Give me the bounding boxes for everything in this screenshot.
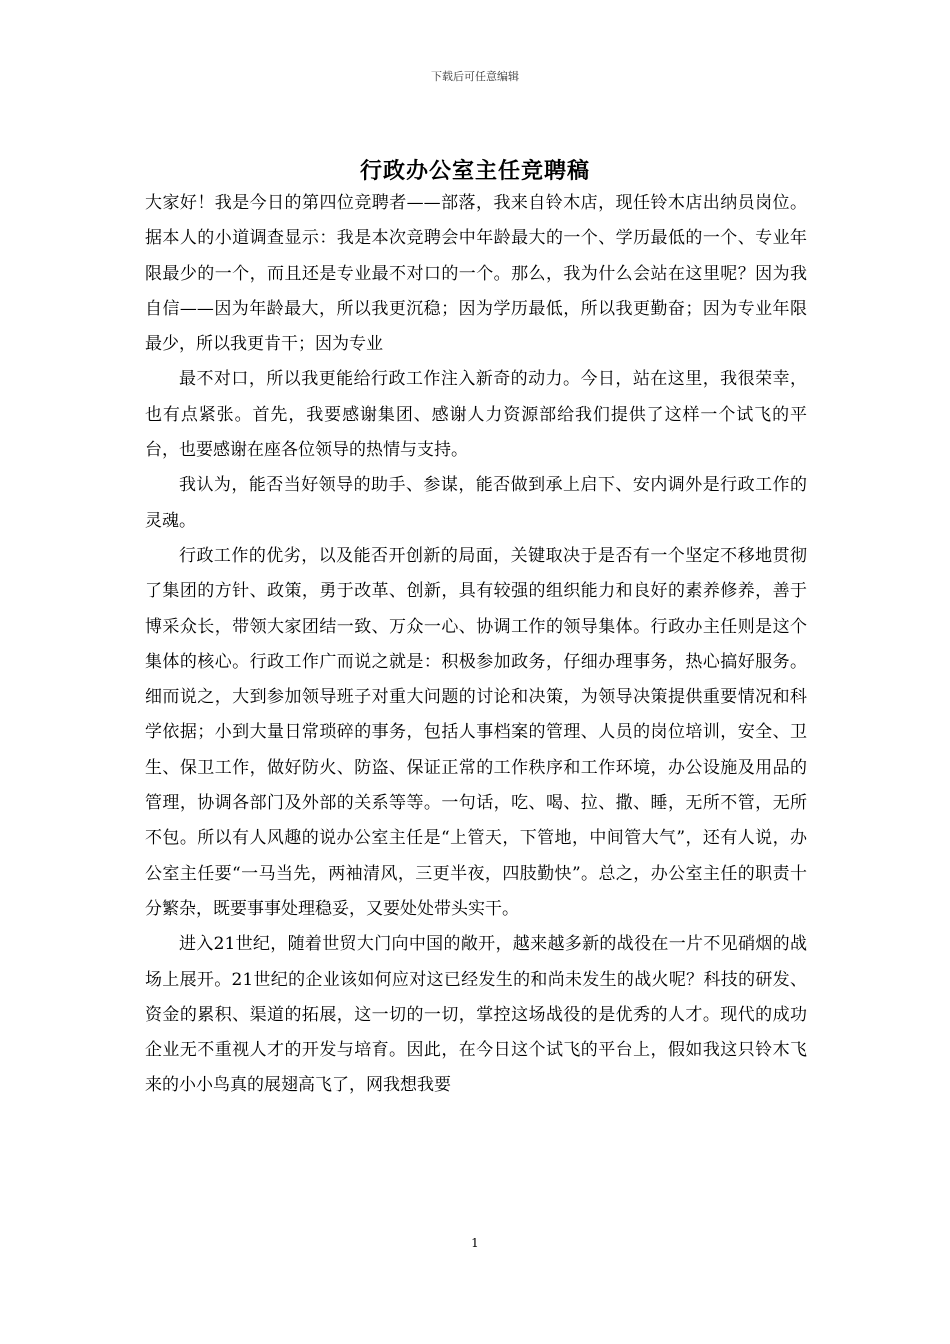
page-header: 下载后可任意编辑 [431,70,519,83]
paragraph: 我认为，能否当好领导的助手、参谋，能否做到承上启下、安内调外是行政工作的灵魂。 [145,475,807,531]
page-number: 1 [471,1236,479,1250]
document-body [145,186,807,1104]
paragraph: 进入21世纪，随着世贸大门向中国的敞开，越来越多新的战役在一片不见硝烟的战场上展开。21世纪的企业该如何应对这已经发生的和尚未发生的战火呢？科技的研发、资金的累积、渠道的拓展，这一切的一切，掌控这场战役的是优秀的人才。现代的成功企业无不重视人才的开发与培育。因此，在今日这个试飞的平台上，假如我这只铃木飞来的小小鸟真的展翅高飞了，网我想我要 [145,934,807,1096]
document-title: 行政办公室主任竞聘稿 [359,158,590,184]
paragraph: 行政工作的优劣，以及能否开创新的局面，关键取决于是否有一个坚定不移地贯彻了集团的方针、政策，勇于改革、创新，具有较强的组织能力和良好的素养修养，善于博采众长，带领大家团结一致、万众一心、协调工作的领导集体。行政办主任则是这个集体的核心。行政工作广而说之就是：积极参加政务，仔细办理事务，热心搞好服务。细而说之，大到参加领导班子对重大问题的讨论和决策，为领导决策提供重要情况和科学依据；小到大量日常琐碎的事务，包括人事档案的管理、人员的岗位培训，安全、卫生、保卫工作，做好防火、防盗、保证正常的工作秩序和工作环境，办公设施及用品的管理，协调各部门及外部的关系等等。一句话，吃、喝、拉、撒、睡，无所不管，无所不包。所以有人风趣的说办公室主任是“上管天，下管地，中间管大气”，还有人说，办公室主任要“一马当先，两袖清风，三更半夜，四肢勤快”。总之，办公室主任的职责十分繁杂，既要事事处理稳妥，又要处处带头实干。 [145,545,807,919]
paragraph: 大家好！我是今日的第四位竞聘者——部落，我来自铃木店，现任铃木店出纳员岗位。据本人的小道调查显示：我是本次竞聘会中年龄最大的一个、学历最低的一个、专业年限最少的一个，而且还是专业最不对口的一个。那么，我为什么会站在这里呢？因为我自信——因为年龄最大，所以我更沉稳；因为学历最低，所以我更勤奋；因为专业年限最少，所以我更肯干；因为专业 [145,193,807,355]
paragraph: 最不对口，所以我更能给行政工作注入新奇的动力。今日，站在这里，我很荣幸，也有点紧张。首先，我要感谢集团、感谢人力资源部给我们提供了这样一个试飞的平台，也要感谢在座各位领导的热情与支持。 [145,369,807,461]
